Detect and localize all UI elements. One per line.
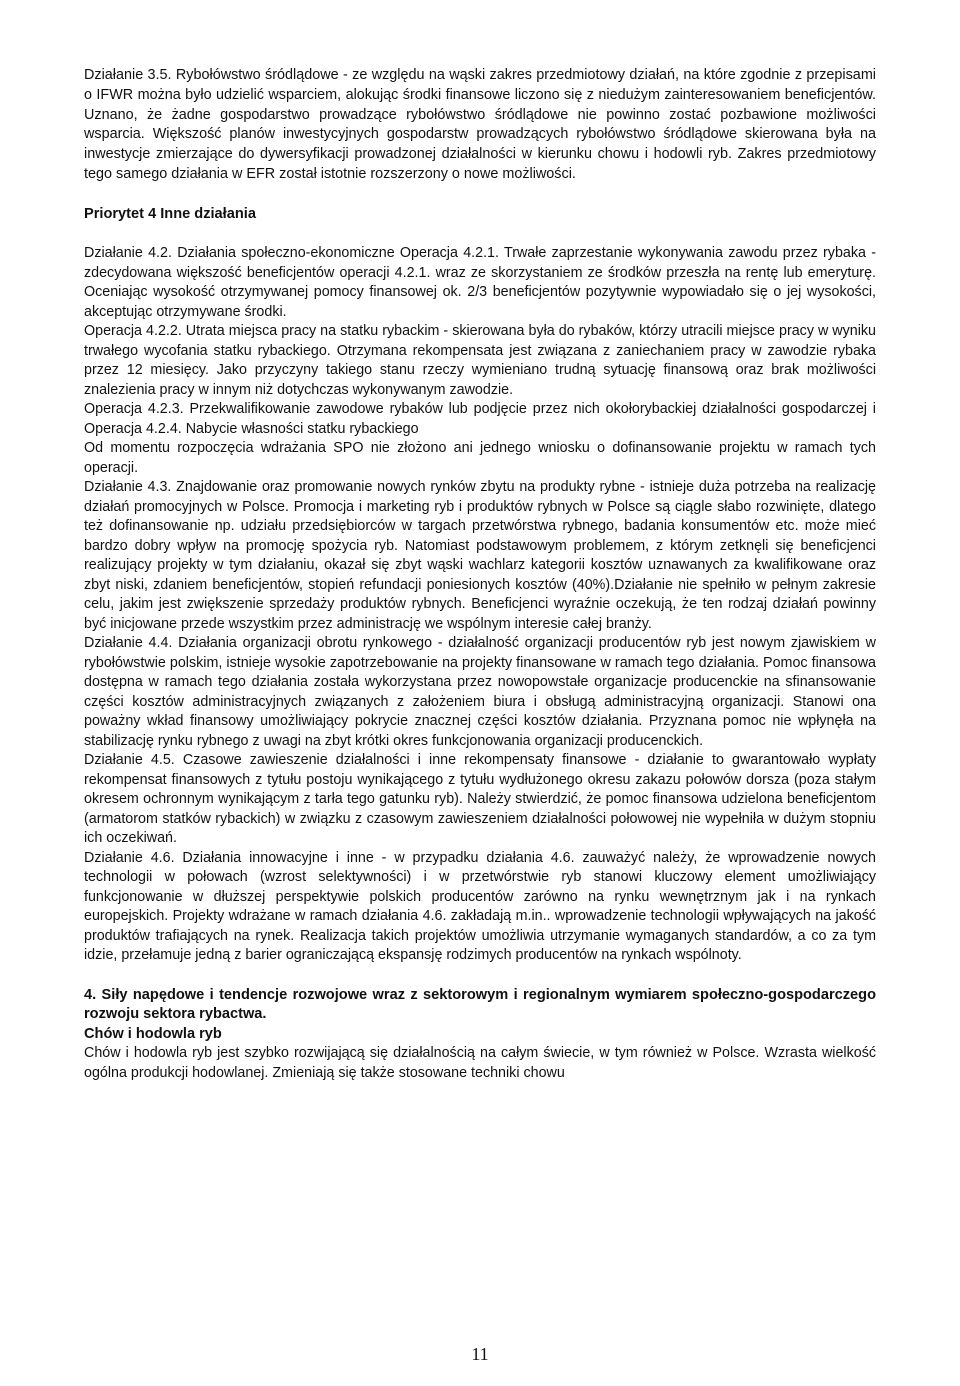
page-number: 11	[471, 1344, 489, 1364]
spacer	[84, 224, 876, 244]
paragraph-spo: Od momentu rozpoczęcia wdrażania SPO nie złożono ani jednego wniosku o dofinansowanie projektu w ramach tych operacji.	[84, 440, 876, 476]
paragraph-dzialanie-4-6: Działanie 4.6. Działania innowacyjne i inne - w przypadku działania 4.6. zauważyć należy, że wprowadzenie nowych technologii w połowach (wzrost selektywności) i w przetwórstwie ryb stanowi kluczowy element umożliwiający funkcjonowanie w dłuższej perspektywie polskich producentów zarówno na rynku wewnętrznym jak i na rynkach europejskich. Projekty wdrażane w ramach działania 4.6. zakładają m.in.. wprowadzenie technologii wpływających na jakość produktów trafiających na rynek. Realizacja takich projektów umożliwia utrzymanie wymaganych standardów, a co za tym idzie, przełamuje jedną z barier ograniczającą ekspansję rodzimych producentów na rynkach wspólnoty.	[84, 849, 876, 964]
paragraph-chow-i-hodowla: Chów i hodowla ryb jest szybko rozwijającą się działalnością na całym świecie, w tym również w Polsce. Wzrasta wielkość ogólna produkcji hodowlanej. Zmieniają się także stosowane techniki chowu	[84, 1045, 876, 1081]
priority-heading: Priorytet 4 Inne działania	[84, 205, 256, 222]
paragraph-operacja-4-2-2: Operacja 4.2.2. Utrata miejsca pracy na statku rybackim - skierowana była do rybaków, którzy utracili miejsce pracy w wyniku trwałego wycofania statku rybackiego. Otrzymana rekompensata jest związana z zaniechaniem pracy w zawodzie rybaka przez 12 miesięcy. Jako przyczyny takiego stanu rzeczy wymieniano trudną sytuację finansową oraz brak możliwości znalezienia pracy w innym niż dotychczas wykonywanym zawodzie.	[84, 323, 876, 398]
paragraph-dzialanie-3-5: Działanie 3.5. Rybołówstwo śródlądowe - ze względu na wąski zakres przedmiotowy działań, na które zgodnie z przepisami o IFWR można było udzielić wsparciem, alokując środki finansowe liczono się z niedużym zainteresowaniem beneficjentów. Uznano, że żadne gospodarstwo prowadzące rybołówstwo śródlądowe nie powinno zostać pozbawione możliwości wsparcia. Większość planów inwestycyjnych gospodarstw prowadzących rybołówstwo śródlądowe skierowana była na inwestycje zmierzające do dywersyfikacji prowadzonej działalności w kierunku chowu i hodowli ryb. Zakres przedmiotowy tego samego działania w EFR został istotnie rozszerzony o nowe możliwości.	[84, 67, 876, 182]
paragraph-dzialanie-4-2: Działanie 4.2. Działania społeczno-ekonomiczne Operacja 4.2.1. Trwałe zaprzestanie wykonywania zawodu przez rybaka - zdecydowana większość beneficjentów operacji 4.2.1. wraz ze skorzystaniem ze środków przeszła na rentę lub emeryturę. Oceniając wysokość otrzymywanej pomocy finansowej ok. 2/3 beneficjentów pozytywnie wypowiadało się o jej wysokości, akceptując otrzymywane środki.	[84, 245, 876, 320]
paragraph-dzialanie-4-5: Działanie 4.5. Czasowe zawieszenie działalności i inne rekompensaty finansowe - działanie to gwarantowało wypłaty rekompensat finansowych z tytułu postoju wynikającego z tytułu wydłużonego okresu zakazu połowów dorsza (poza stałym okresem ochronnym wynikającym z tarła tego gatunku ryb). Należy stwierdzić, że pomoc finansowa udzielona beneficjentom (armatorom statków rybackich) w związku z czasowym zawieszeniem działalności połowowej nie wypełniła w dużym stopniu ich oczekiwań.	[84, 752, 876, 847]
page-content	[84, 66, 876, 1083]
subheading-chow-i-hodowla: Chów i hodowla ryb	[84, 1025, 222, 1042]
paragraph-dzialanie-4-3: Działanie 4.3. Znajdowanie oraz promowanie nowych rynków zbytu na produkty rybne - istnieje duża potrzeba na realizację działań promocyjnych w Polsce. Promocja i marketing ryb i produktów rybnych w Polsce są ciągle słabo rozwinięte, dlatego też dofinansowanie np. udziału przedsiębiorców w targach przetwórstwa rybnego, badania konsumentów etc. może mieć bardzo dobry wpływ na promocję spożycia ryb. Natomiast podstawowym problemem, z którym zetknęli się beneficjenci realizujący projekty w tym działaniu, okazał się zbyt wąski wachlarz kategorii kosztów uznawanych za kwalifikowane oraz zbyt niski, zdaniem beneficjentów, stopień refundacji poniesionych kosztów (40%).Działanie nie spełniło w pełnym zakresie celu, jakim jest zwiększenie sprzedaży produktów rybnych. Beneficjenci wyraźnie oczekują, że ten rodzaj działań powinny być inicjowane przede wszystkim przez administrację we wspólnym interesie całej branży.	[84, 479, 876, 632]
spacer	[84, 185, 876, 205]
section-4-heading: 4. Siły napędowe i tendencje rozwojowe wraz z sektorowym i regionalnym wymiarem społeczno-gospodarczego rozwoju sektora rybactwa.	[84, 986, 876, 1023]
spacer	[84, 966, 876, 986]
paragraph-operacja-4-2-3: Operacja 4.2.3. Przekwalifikowanie zawodowe rybaków lub podjęcie przez nich okołorybackiej działalności gospodarczej i Operacja 4.2.4. Nabycie własności statku rybackiego	[84, 401, 876, 437]
paragraph-dzialanie-4-4: Działanie 4.4. Działania organizacji obrotu rynkowego - działalność organizacji producentów ryb jest nowym zjawiskiem w rybołówstwie polskim, istnieje wysokie zapotrzebowanie na projekty finansowane w ramach tego działania. Pomoc finansowa dostępna w ramach tego działania została wykorzystana przez nowopowstałe organizacje producenckie na sfinansowanie części kosztów administracyjnych związanych z założeniem biura i obsługą administracyjną organizacji. Stanowi ona poważny wkład finansowy umożliwiający pokrycie znacznej części kosztów działania. Przyznana pomoc nie wpłynęła na stabilizację rynku rybnego z uwagi na zbyt krótki okres funkcjonowania organizacji producenckich.	[84, 635, 876, 749]
